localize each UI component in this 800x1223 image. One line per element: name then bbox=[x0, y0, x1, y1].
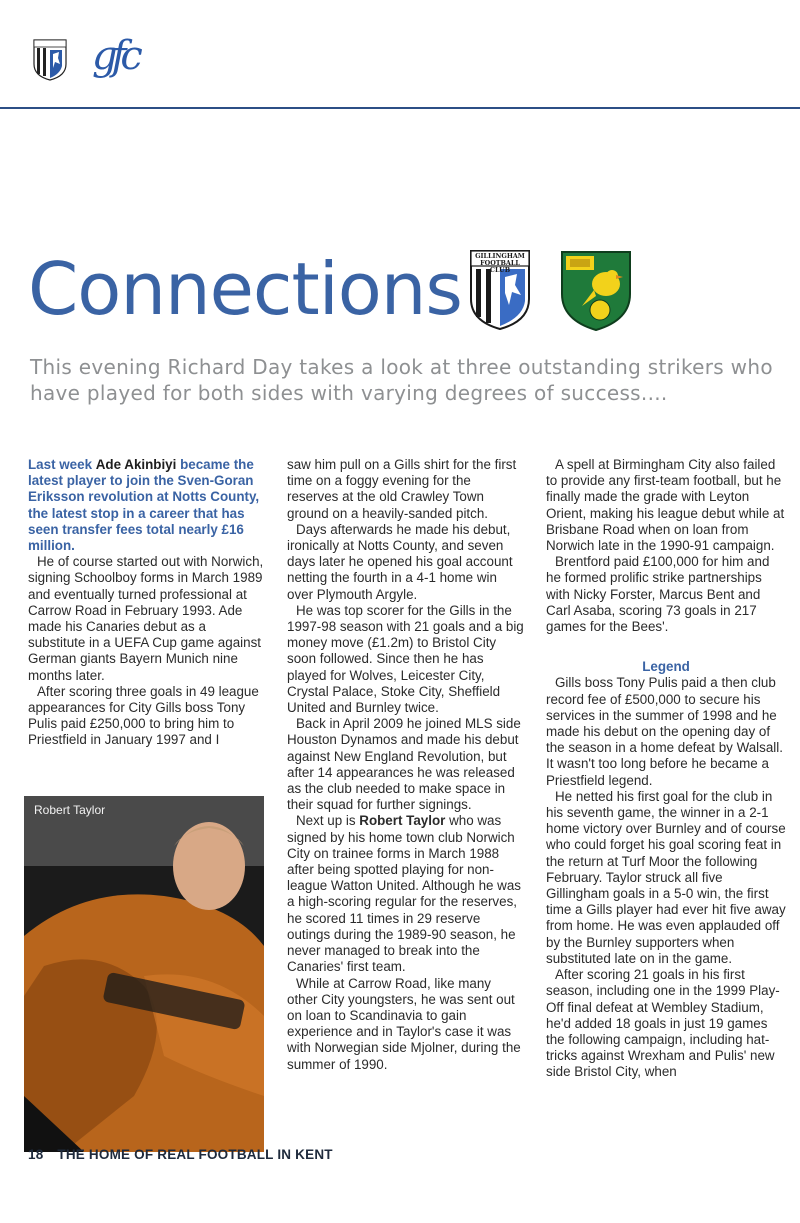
intro-player-name: Ade Akinbiyi bbox=[95, 457, 177, 472]
paragraph: Days afterwards he made his debut, ironically at Notts County, and seven days later he opened his goal account netting the fourth in a 4-1 home win over Plymouth Argyle. bbox=[287, 521, 513, 602]
paragraph-text: who was signed by his home town club Norwich City on trainee forms in March 1988 after being spotted playing for non-league Watton United. Although he was a high-scoring regular for the reserves, he scored 11 times in 29 reserve outings during the 1989-90 season, he never managed to break into the Canaries' first team. bbox=[287, 813, 521, 975]
intro-lead: Last week bbox=[28, 457, 93, 472]
page-footer bbox=[28, 1147, 333, 1162]
standfirst: This evening Richard Day takes a look at three outstanding strikers who have played for both sides with varying degrees of success.... bbox=[30, 355, 773, 405]
paragraph: Brentford paid £100,000 for him and he formed prolific strike partnerships with Nicky Forster, Marcus Bent and Carl Asaba, scoring 73 goals in 217 games for the Bees'. bbox=[546, 554, 770, 635]
paragraph-lead: Next up is bbox=[296, 813, 356, 829]
column-1 bbox=[28, 457, 266, 749]
paragraph: After scoring three goals in 49 league appearances for City Gills boss Tony Pulis paid £250,000 to bring him to Priestfield in January 1997 and I bbox=[28, 683, 259, 748]
paragraph: He of course started out with Norwich, signing Schoolboy forms in March 1989 and eventually turned professional at Carrow Road in February 1993. Ade made his Canaries debut as a substitute in a UEFA Cup game against German giants Bayern Munich nine months later. bbox=[28, 554, 264, 683]
paragraph bbox=[287, 813, 525, 975]
column-2 bbox=[287, 457, 525, 1073]
norwich-crest bbox=[560, 250, 632, 332]
paragraph: saw him pull on a Gills shirt for the first time on a foggy evening for the reserves at the old Crawley Town ground on a heavily-sanded pitch. bbox=[287, 457, 517, 521]
norwich-canary-crest-icon bbox=[560, 250, 632, 332]
paragraph: While at Carrow Road, like many other City youngsters, he was sent out on loan to Scandinavia to gain experience and in Taylor's case it was with Norwegian side Mjolner, during the summer of 1990. bbox=[287, 975, 521, 1072]
footer-tagline: THE HOME OF REAL FOOTBALL IN KENT bbox=[57, 1147, 333, 1162]
column-3 bbox=[546, 457, 786, 1081]
player-photo bbox=[24, 796, 264, 1152]
gillingham-crest-label: GILLINGHAM FOOTBALL CLUB bbox=[475, 252, 525, 274]
header-gillingham-badge bbox=[32, 38, 68, 82]
paragraph: Back in April 2009 he joined MLS side Houston Dynamos and made his debut against New England Revolution, but after 14 appearances he was released as the club needed to make space in their squad for further signings. bbox=[287, 716, 521, 813]
robert-taylor-photo-illustration bbox=[24, 796, 264, 1152]
header-rule bbox=[0, 107, 800, 109]
intro-paragraph bbox=[28, 457, 266, 554]
paragraph: He netted his first goal for the club in his seventh game, the winner in a 2-1 home victory over Burnley and of course who could forget his goal scoring feat in the return at Turf Moor the following February. Taylor struck all five Gillingham goals in a 5-0 win, the first time a Gills player had ever hit five away from home. He was even applauded off by the Burnley supporters when substituted late on in the game. bbox=[546, 788, 786, 966]
paragraph: After scoring 21 goals in his first season, including one in the 1999 Play-Off final defeat at Wembley Stadium, he'd added 18 goals in just 19 games the following campaign, including hat-tricks against Wrexham and Pulis' new side Bristol City, when bbox=[546, 967, 780, 1080]
intro-text: became the latest player to join the Sven-Goran Eriksson revolution at Notts County, the latest stop in a career that has seen transfer fees total nearly £16 million. bbox=[28, 457, 260, 554]
gillingham-badge-icon bbox=[32, 38, 68, 82]
page-number: 18 bbox=[28, 1147, 44, 1162]
paragraph: He was top scorer for the Gills in the 1997-98 season with 21 goals and a big money move (£1.2m) to Bristol City soon followed. Since then he has played for Wolves, Leicester City, Crystal Palace, Stoke City, Sheffield United and Burnley twice. bbox=[287, 602, 524, 716]
section-heading-legend: Legend bbox=[642, 659, 690, 675]
paragraph: A spell at Birmingham City also failed to provide any first-team football, but he finally made the grade with Leyton Orient, making his league debut while at Brisbane Road when on loan from Norwich late in the 1990-91 campaign. bbox=[546, 457, 785, 554]
photo-caption: Robert Taylor bbox=[34, 803, 106, 817]
player-name: Robert Taylor bbox=[359, 813, 446, 829]
header-gfc-monogram: gfc bbox=[92, 33, 137, 79]
paragraph: Gills boss Tony Pulis paid a then club record fee of £500,000 to secure his services in the summer of 1998 and he made his debut on the opening day of the season in a home defeat by Walsall. It wasn't too long before he became a Priestfield legend. bbox=[546, 675, 783, 788]
page-title: Connections bbox=[28, 247, 462, 331]
